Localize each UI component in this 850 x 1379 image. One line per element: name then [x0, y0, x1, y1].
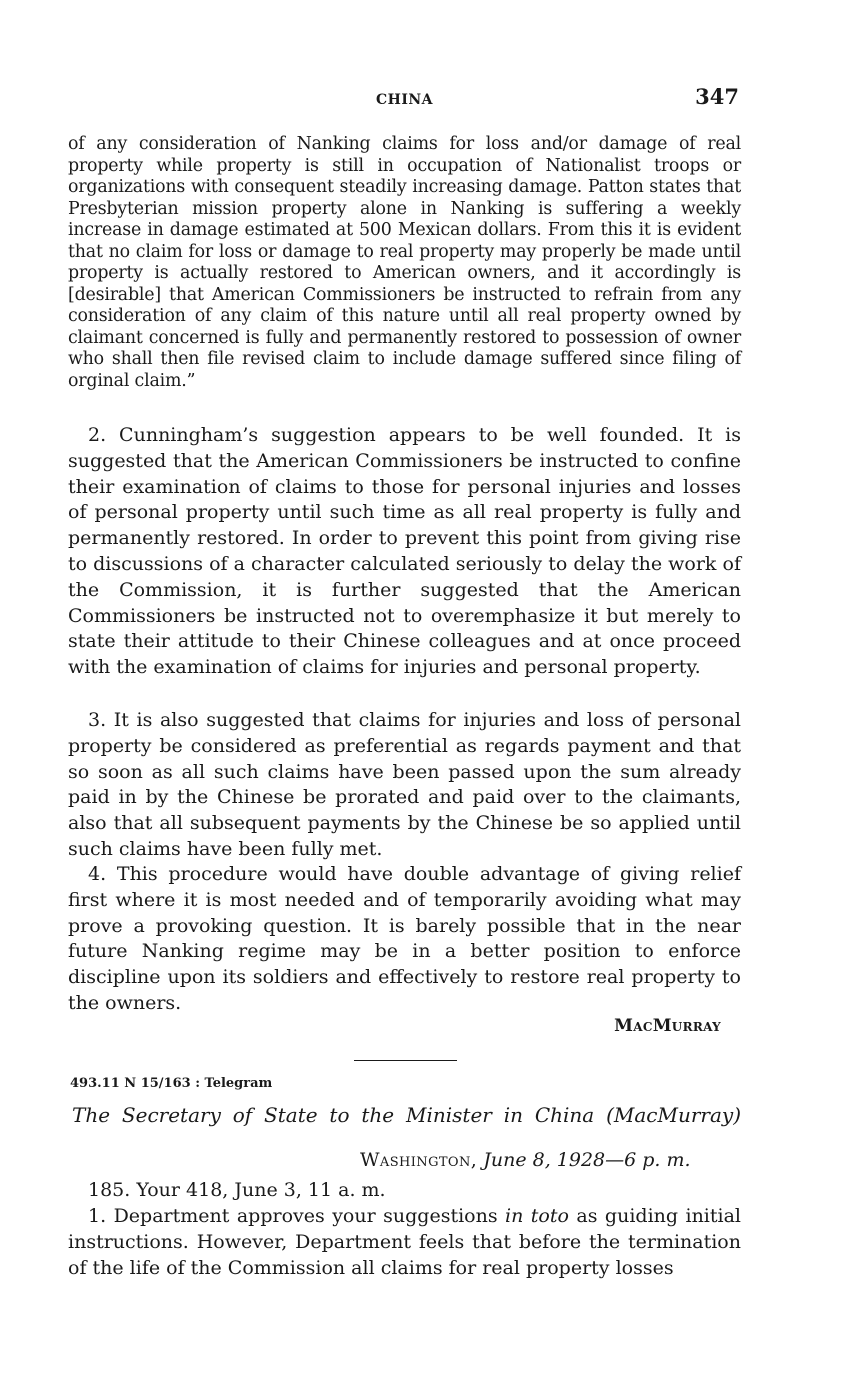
- reference-line: 185. Your 418, June 3, 11 a. m.: [88, 1179, 386, 1201]
- dateline-time: June 8, 1928—6 p. m.: [483, 1149, 691, 1171]
- document-title: The Secretary of State to the Minister in China (MacMurray): [72, 1103, 741, 1127]
- paragraph-lead: 1. Department approves your suggestions: [88, 1205, 506, 1227]
- latin-phrase: in toto: [505, 1205, 569, 1227]
- signature: MacMurray: [614, 1016, 721, 1036]
- paragraph-4: 4. This procedure would have double advantage of giving relief first where it is most needed and of temporarily avoiding what may prove a provoking question. It is barely possible that in the near future Nanking regime may be in a better position to enforce discipline upon its soldiers and effectively to restore real property to the owners.: [68, 863, 741, 1014]
- quoted-paragraph: of any consideration of Nanking claims for loss and/or damage of real property while property is still in occupation of Nationalist troops or organizations with consequent steadily increasing damage. Patton states that Presbyterian mission property alone in Nanking is suffering a weekly increase in damage estimated at 500 Mexican dollars. From this it is evident that no claim for loss or damage to real property may properly be made until property is actually restored to American owners, and it accordingly is [desirable] that American Commissioners be instructed to refrain from any consideration of any claim of this nature until all real property owned by claimant concerned is fully and permanently restored to possession of owner who shall then file revised claim to include damage suffered since filing of orginal claim.”: [68, 134, 741, 391]
- paragraph-3: 3. It is also suggested that claims for injuries and loss of personal property be considered as preferential as regards payment and that so soon as all such claims have been passed upon the sum already paid in by the Chinese be prorated and paid over to the claimants, also that all subsequent payments by the Chinese be so applied until such claims have been fully met.: [68, 709, 741, 860]
- dateline-place: Washington,: [360, 1149, 478, 1171]
- running-title: CHINA: [375, 92, 434, 108]
- file-reference: 493.11 N 15/163 : Telegram: [70, 1076, 273, 1091]
- paragraph-rest: as guiding initial instructions. However, Department feels that before the termination of the life of the Commission all claims for real property losses: [68, 1205, 741, 1279]
- paragraph-2: 2. Cunningham’s suggestion appears to be well founded. It is suggested that the American Commissioners be instructed to confine their examination of claims to those for personal injuries and losses of personal property until such time as all real property is fully and permanently restored. In order to prevent this point from giving rise to discussions of a character calculated seriously to delay the work of the Commission, it is further suggested that the American Commissioners be instructed not to overemphasize it but merely to state their attitude to their Chinese colleagues and at once proceed with the examination of claims for injuries and personal property.: [68, 424, 741, 679]
- document-page: [68, 0, 741, 1379]
- dateline: [360, 1149, 691, 1171]
- section-divider: [354, 1060, 457, 1061]
- page-number: 347: [695, 84, 739, 109]
- paragraph-1-new-document: [68, 1204, 741, 1281]
- running-head: [68, 84, 741, 114]
